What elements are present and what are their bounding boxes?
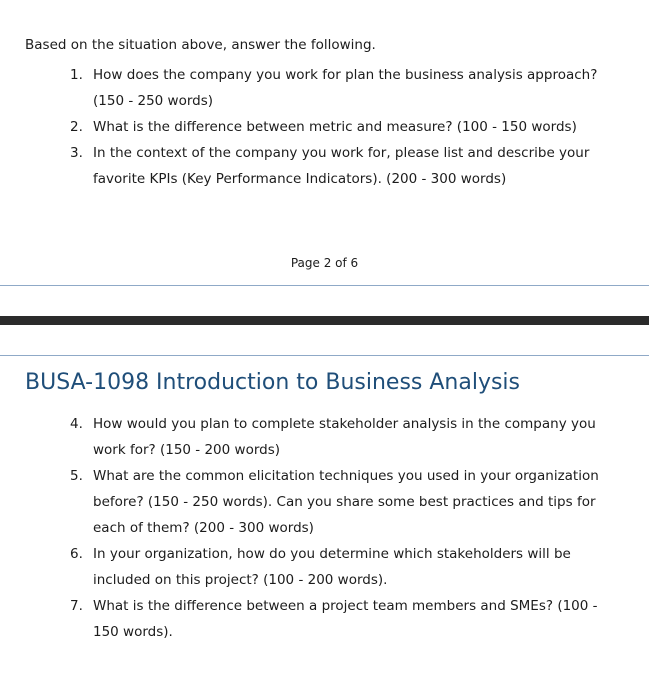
header-divider — [0, 355, 649, 356]
question-item — [0, 541, 649, 593]
question-text: In your organization, how do you determine which stakeholders will be included on this project? (100 - 200 words). — [93, 546, 571, 588]
question-text: In the context of the company you work for, please list and describe your favorite KPIs (Key Performance Indicators). (200 - 300 words) — [93, 145, 590, 187]
question-number: 4. — [70, 416, 83, 432]
question-number: 6. — [70, 546, 83, 562]
question-item — [0, 140, 649, 192]
question-number: 7. — [70, 598, 83, 614]
question-text: How does the company you work for plan the business analysis approach? (150 - 250 words) — [93, 67, 598, 109]
question-text: What are the common elicitation techniques you used in your organization before? (150 - 250 words). Can you share some best practices and tips for each of them? (200 - 300 words) — [93, 468, 599, 536]
question-text: What is the difference between metric and measure? (100 - 150 words) — [93, 119, 577, 135]
page-separator — [0, 316, 649, 325]
question-item — [0, 62, 649, 114]
question-number: 2. — [70, 119, 83, 135]
question-number: 5. — [70, 468, 83, 484]
intro-text: Based on the situation above, answer the following. — [25, 37, 376, 53]
course-title: BUSA-1098 Introduction to Business Analysis — [25, 370, 520, 395]
question-text: What is the difference between a project team members and SMEs? (100 - 150 words). — [93, 598, 598, 640]
question-text: How would you plan to complete stakeholder analysis in the company you work for? (150 - 200 words) — [93, 416, 596, 458]
question-item — [0, 114, 649, 140]
question-item — [0, 463, 649, 541]
question-list-1 — [0, 62, 649, 192]
question-number: 1. — [70, 67, 83, 83]
question-list-2 — [0, 411, 649, 645]
question-number: 3. — [70, 145, 83, 161]
question-item — [0, 593, 649, 645]
question-item — [0, 411, 649, 463]
page-number-footer: Page 2 of 6 — [290, 256, 359, 270]
footer-divider — [0, 285, 649, 286]
document-page-2 — [0, 0, 649, 286]
